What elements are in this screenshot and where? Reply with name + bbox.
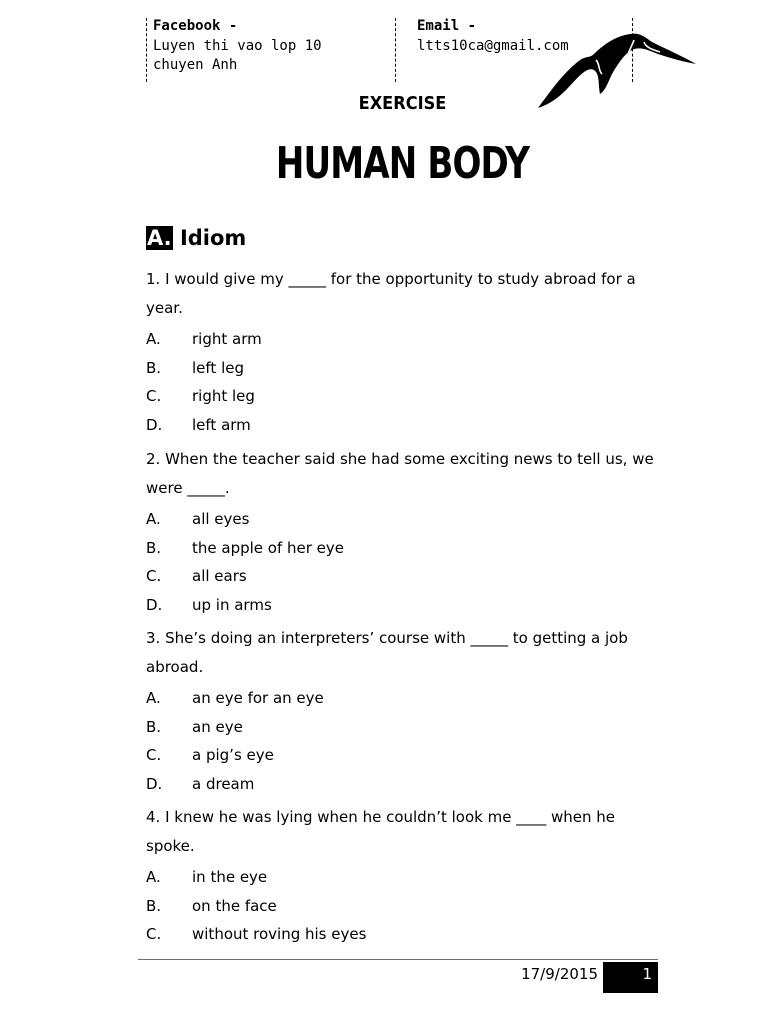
option-letter: A. [146, 689, 161, 707]
option-letter: D. [146, 595, 163, 614]
option-letter: B. [146, 717, 162, 736]
section-name: Idiom [179, 226, 247, 250]
email-label: Email - [417, 18, 477, 34]
option-text: without roving his eyes [192, 925, 367, 943]
question-block [146, 803, 654, 949]
option-row [146, 534, 654, 563]
option-row [146, 920, 654, 949]
question-block [146, 265, 654, 439]
option-text: the apple of her eye [192, 538, 345, 557]
page-number: 1 [603, 962, 658, 993]
option-row [146, 591, 654, 620]
option-row [146, 325, 654, 354]
option-text: all eyes [192, 510, 250, 528]
question-text: 1. I would give my _____ for the opportunity to study abroad for a year. [146, 270, 636, 317]
option-text: a dream [192, 774, 255, 793]
footer-date: 17/9/2015 [521, 965, 598, 983]
email-value: ltts10ca@gmail.com [417, 38, 569, 54]
option-text: a pig’s eye [192, 746, 274, 764]
option-letter: C. [146, 746, 162, 764]
option-letter: A. [146, 510, 161, 528]
footer-divider [138, 959, 658, 960]
option-text: an eye [192, 717, 243, 736]
option-letter: C. [146, 387, 162, 405]
question-text: 2. When the teacher said she had some exciting news to tell us, we were _____. [146, 450, 654, 497]
option-letter: C. [146, 925, 162, 943]
option-letter: D. [146, 774, 163, 793]
option-text: right arm [192, 330, 262, 348]
exercise-label: EXERCISE [358, 93, 447, 114]
option-text: on the face [192, 896, 277, 915]
option-letter: B. [146, 358, 162, 377]
section-letter: A. [147, 226, 172, 250]
page-title: HUMAN BODY [275, 138, 529, 189]
option-letter: D. [146, 415, 163, 434]
option-row [146, 562, 654, 591]
option-letter: A. [146, 330, 161, 348]
option-text: right leg [192, 387, 255, 405]
option-row [146, 411, 654, 440]
option-text: an eye for an eye [192, 689, 324, 707]
option-row [146, 892, 654, 921]
option-row [146, 505, 654, 534]
question-block [146, 624, 654, 798]
option-text: up in arms [192, 595, 272, 614]
option-letter: B. [146, 538, 162, 557]
option-text: left leg [192, 358, 244, 377]
option-letter: B. [146, 896, 162, 915]
option-row [146, 684, 654, 713]
option-row [146, 713, 654, 742]
facebook-value: Luyen thi vao lop 10 chuyen Anh [153, 38, 322, 73]
question-block [146, 445, 654, 619]
option-text: all ears [192, 567, 247, 585]
option-text: in the eye [192, 868, 268, 886]
question-text: 3. She’s doing an interpreters’ course with _____ to getting a job abroad. [146, 629, 628, 676]
option-text: left arm [192, 415, 251, 434]
section-heading [146, 226, 246, 250]
option-row [146, 863, 654, 892]
facebook-label: Facebook - [153, 18, 238, 34]
facebook-contact [146, 18, 401, 82]
option-letter: C. [146, 567, 162, 585]
option-row [146, 354, 654, 383]
option-row [146, 770, 654, 799]
option-row [146, 741, 654, 770]
option-letter: A. [146, 868, 161, 886]
question-text: 4. I knew he was lying when he couldn’t look me ____ when he spoke. [146, 808, 615, 855]
option-row [146, 382, 654, 411]
